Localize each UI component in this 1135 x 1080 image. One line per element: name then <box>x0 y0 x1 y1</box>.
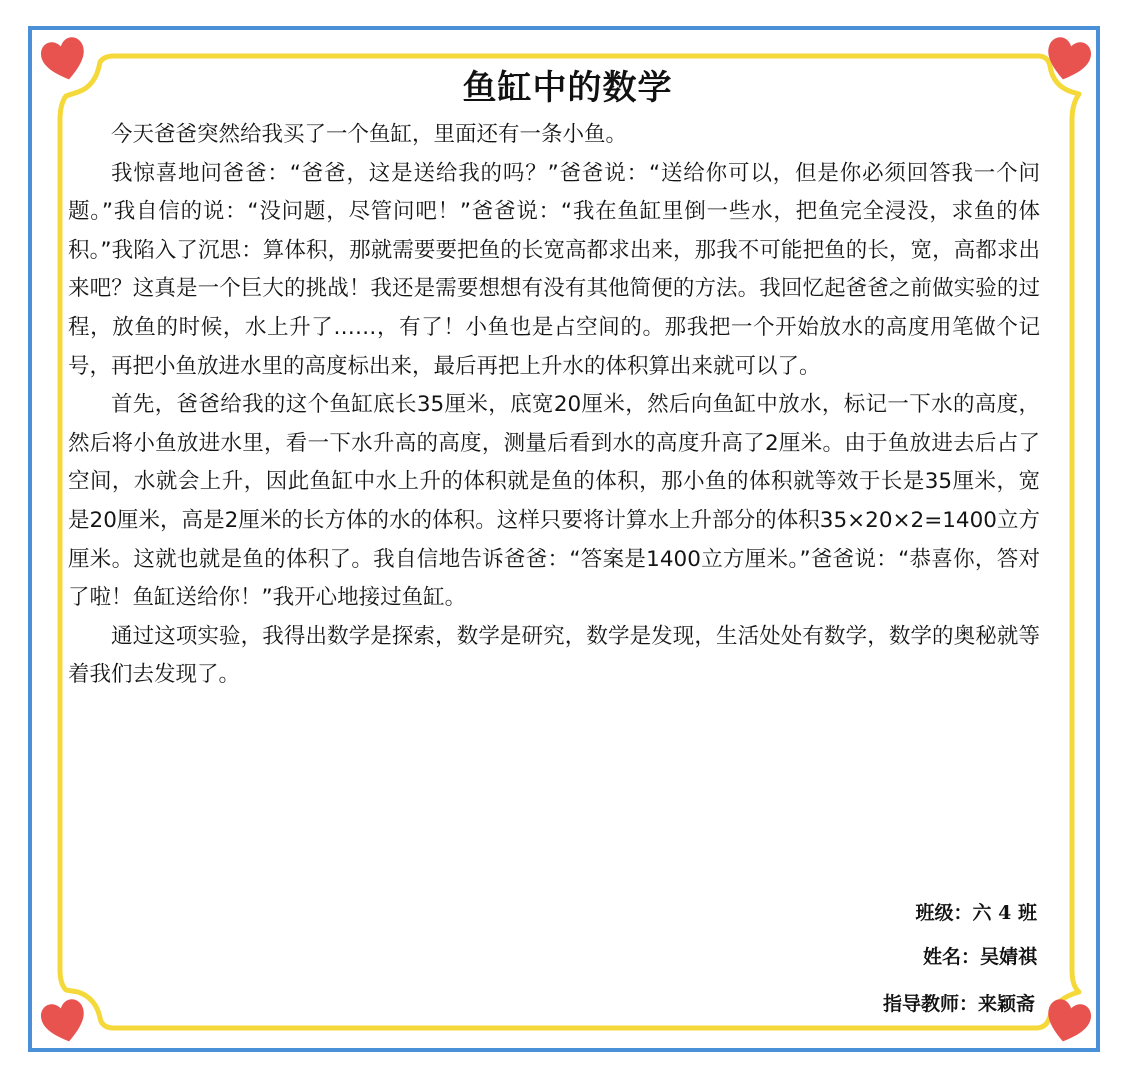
heart-icon <box>40 998 88 1044</box>
page-title: 鱼缸中的数学 <box>462 68 673 108</box>
paragraph: 首先，爸爸给我的这个鱼缸底长35厘米，底宽20厘米，然后向鱼缸中放水，标记一下水的高度，然后将小鱼放进水里，看一下水升高的高度，测量后看到水的高度升高了2厘米。由于鱼放进去后占了空间，水就会上升，因此鱼缸中水上升的体积就是鱼的体积，那小鱼的体积就等效于长是35厘米，宽是20厘米，高是2厘米的长方体的水的体积。这样只要将计算水上升部分的体积35×20×2=1400立方厘米。这就也就是鱼的体积了。我自信地告诉爸爸：“答案是1400立方厘米。”爸爸说：“恭喜你，答对了啦！鱼缸送给你！”我开心地接过鱼缸。 <box>68 392 1040 611</box>
article-body <box>68 116 1040 695</box>
student-name: 姓名：吴婧祺 <box>922 946 1037 968</box>
class-info: 班级：六 4 班 <box>915 902 1037 924</box>
teacher-name: 指导教师：来颖斋 <box>882 993 1035 1015</box>
paragraph: 通过这项实验，我得出数学是探索，数学是研究，数学是发现，生活处处有数学，数学的奥秘就等着我们去发现了。 <box>68 623 1040 688</box>
heart-icon <box>1044 998 1092 1044</box>
paragraph: 我惊喜地问爸爸：“爸爸，这是送给我的吗？”爸爸说：“送给你可以，但是你必须回答我一个问题。”我自信的说：“没问题，尽管问吧！”爸爸说：“我在鱼缸里倒一些水，把鱼完全浸没，求鱼的体积。”我陷入了沉思：算体积，那就需要要把鱼的长宽高都求出来，那我不可能把鱼的长，宽，高都求出来吧？这真是一个巨大的挑战！我还是需要想想有没有其他简便的方法。我回忆起爸爸之前做实验的过程，放鱼的时候，水上升了……，有了！小鱼也是占空间的。那我把一个开始放水的高度用笔做个记号，再把小鱼放进水里的高度标出来，最后再把上升水的体积算出来就可以了。 <box>68 160 1040 379</box>
paragraph: 今天爸爸突然给我买了一个鱼缸，里面还有一条小鱼。 <box>111 122 628 147</box>
